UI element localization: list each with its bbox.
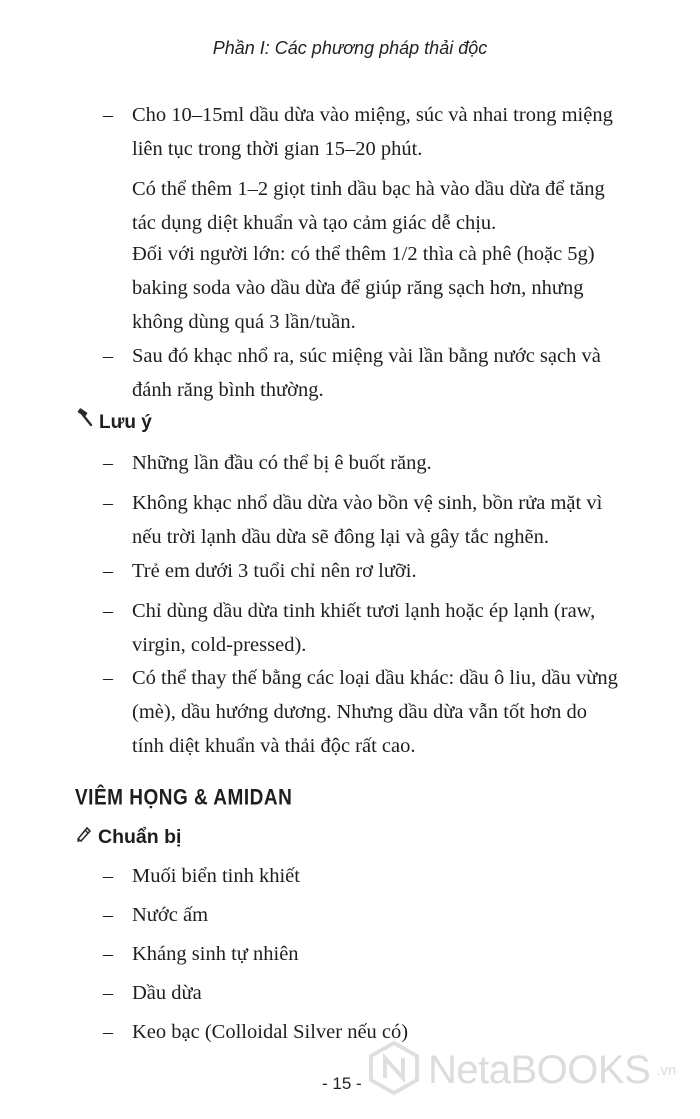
list-dash: –	[103, 560, 113, 582]
note-heading-label: Lưu ý	[99, 412, 152, 433]
list-line: Có thể thay thế bằng các loại dầu khác: dầu ô liu, dầu vừng	[132, 667, 618, 689]
paragraph-line: Có thể thêm 1–2 giọt tinh dầu bạc hà vào dầu dừa để tăng	[132, 178, 605, 200]
list-dash: –	[103, 1021, 113, 1043]
list-dash: –	[103, 600, 113, 622]
list-line: Không khạc nhổ dầu dừa vào bồn vệ sinh, bồn rửa mặt vì	[132, 492, 603, 514]
list-line: Sau đó khạc nhổ ra, súc miệng vài lần bằng nước sạch và	[132, 345, 601, 367]
hammer-icon	[75, 408, 95, 438]
paragraph-line: Đối với người lớn: có thể thêm 1/2 thìa cà phê (hoặc 5g)	[132, 243, 595, 265]
list-line: đánh răng bình thường.	[132, 379, 324, 401]
prep-heading-label: Chuẩn bị	[98, 826, 182, 848]
list-dash: –	[103, 982, 113, 1004]
list-line: Những lần đầu có thể bị ê buốt răng.	[132, 452, 432, 474]
watermark-domain: .vn	[656, 1062, 677, 1079]
watermark	[366, 1040, 676, 1101]
list-line: Dầu dừa	[132, 982, 202, 1004]
list-line: nếu trời lạnh dầu dừa sẽ đông lại và gây tắc nghẽn.	[132, 526, 550, 548]
list-dash: –	[103, 492, 113, 514]
pencil-icon	[75, 822, 93, 852]
list-line: virgin, cold-pressed).	[132, 634, 307, 656]
paragraph-line: tác dụng diệt khuẩn và tạo cảm giác dễ chịu.	[132, 212, 497, 234]
paragraph-line: baking soda vào dầu dừa để giúp răng sạch hơn, nhưng	[132, 277, 584, 299]
list-dash: –	[103, 345, 113, 367]
list-dash: –	[103, 452, 113, 474]
netabooks-logo-icon	[366, 1040, 422, 1101]
list-line: (mè), dầu hướng dương. Nhưng dầu dừa vẫn tốt hơn do	[132, 701, 588, 723]
page-number: - 15 -	[322, 1074, 362, 1093]
list-line: Kháng sinh tự nhiên	[132, 943, 299, 965]
prep-heading	[75, 822, 181, 852]
list-dash: –	[103, 667, 113, 689]
list-line: Trẻ em dưới 3 tuổi chỉ nên rơ lưỡi.	[132, 560, 417, 582]
list-line: Nước ấm	[132, 904, 209, 926]
list-line: Cho 10–15ml dầu dừa vào miệng, súc và nhai trong miệng	[132, 104, 613, 126]
list-dash: –	[103, 865, 113, 887]
note-heading	[75, 408, 152, 438]
list-line: tính diệt khuẩn và thải độc rất cao.	[132, 735, 416, 757]
list-dash: –	[103, 904, 113, 926]
list-line: liên tục trong thời gian 15–20 phút.	[132, 138, 423, 160]
list-line: Muối biển tinh khiết	[132, 865, 300, 887]
list-dash: –	[103, 104, 113, 126]
running-header: Phần I: Các phương pháp thải độc	[212, 38, 488, 58]
section-title: VIÊM HỌNG & AMIDAN	[75, 786, 293, 811]
list-line: Chỉ dùng dầu dừa tinh khiết tươi lạnh hoặc ép lạnh (raw,	[132, 600, 596, 622]
watermark-brand: NetaBOOKS	[428, 1048, 651, 1092]
paragraph-line: không dùng quá 3 lần/tuần.	[132, 311, 356, 333]
list-line: Keo bạc (Colloidal Silver nếu có)	[132, 1021, 409, 1043]
list-dash: –	[103, 943, 113, 965]
